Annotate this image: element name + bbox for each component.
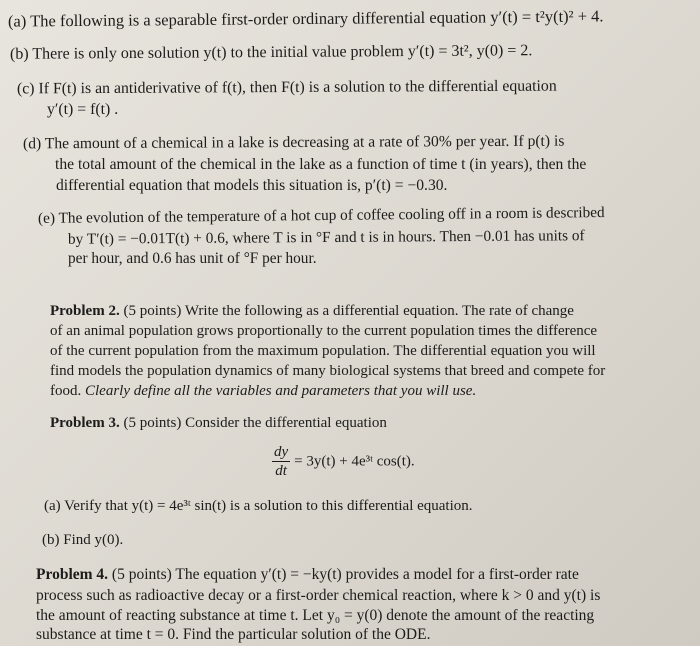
problem3-line1	[50, 414, 387, 432]
item-b: (b) There is only one solution y(t) to the initial value problem y′(t) = 3t², y(0) = 2.	[9, 42, 533, 63]
item-e-line3: per hour, and 0.6 has unit of °F per hour.	[68, 250, 317, 267]
item-d-line1: (d) The amount of a chemical in a lake is decreasing at a rate of 30% per year. If p(t) is	[22, 132, 565, 153]
problem2-line1	[50, 302, 574, 320]
fraction-denominator: dt	[275, 463, 287, 479]
item-d-line2: the total amount of the chemical in the lake as a function of time t (in years), then the	[55, 156, 587, 173]
problem3-part-a: (a) Verify that y(t) = 4e³ᵗ sin(t) is a solution to this differential equation.	[44, 498, 473, 514]
problem4-line3: the amount of reacting substance at time t. Let y₀ = y(0) denote the amount of the reacting	[36, 607, 595, 624]
item-e-line2: by T′(t) = −0.01T(t) + 0.6, where T is in °F and t is in hours. Then −0.01 has units of	[67, 227, 585, 248]
problem2-text1: (5 points) Write the following as a differential equation. The rate of change	[119, 303, 574, 319]
problem2-line2: of an animal population grows proportionally to the current population times the difference	[50, 323, 598, 339]
problem3-label: Problem 3.	[50, 415, 120, 431]
item-e-line1: (e) The evolution of the temperature of a hot cup of coffee cooling off in a room is described	[37, 204, 605, 227]
problem2-label: Problem 2.	[50, 303, 120, 319]
problem2-line5	[50, 382, 476, 400]
problem4-line4: substance at time t = 0. Find the particular solution of the ODE.	[36, 626, 431, 643]
problem4-line1	[36, 566, 579, 584]
fraction-numerator: dy	[274, 444, 289, 460]
derivative-fraction	[272, 443, 290, 480]
problem2-instruction: Clearly define all the variables and parameters that you will use.	[85, 383, 477, 399]
problem4-label: Problem 4.	[36, 566, 109, 583]
problem2-text5a: food.	[50, 383, 85, 399]
problem3-part-b: (b) Find y(0).	[42, 532, 124, 548]
item-c-line1: (c) If F(t) is an antiderivative of f(t), then F(t) is a solution to the differential equation	[16, 77, 557, 98]
problem4-text1: (5 points) The equation y′(t) = −ky(t) provides a model for a first-order rate	[108, 566, 579, 583]
item-d-line3: differential equation that models this situation is, p′(t) = −0.30.	[56, 177, 448, 194]
problem3-text1: (5 points) Consider the differential equation	[119, 415, 387, 431]
problem3-equation	[268, 443, 415, 480]
equation-rhs: = 3y(t) + 4e³ᵗ cos(t).	[294, 453, 415, 470]
item-a: (a) The following is a separable first-order ordinary differential equation y′(t) = t²y(t)² + 4.	[7, 6, 604, 31]
problem4-line2: process such as radioactive decay or a first-order chemical reaction, where k > 0 and y(t) is	[36, 587, 601, 604]
problem2-line3: of the current population from the maximum population. The differential equation you will	[50, 343, 596, 359]
item-c-line2: y′(t) = f(t) .	[47, 101, 119, 118]
problem2-line4: find models the population dynamics of many biological systems that breed and compete for	[50, 363, 606, 379]
